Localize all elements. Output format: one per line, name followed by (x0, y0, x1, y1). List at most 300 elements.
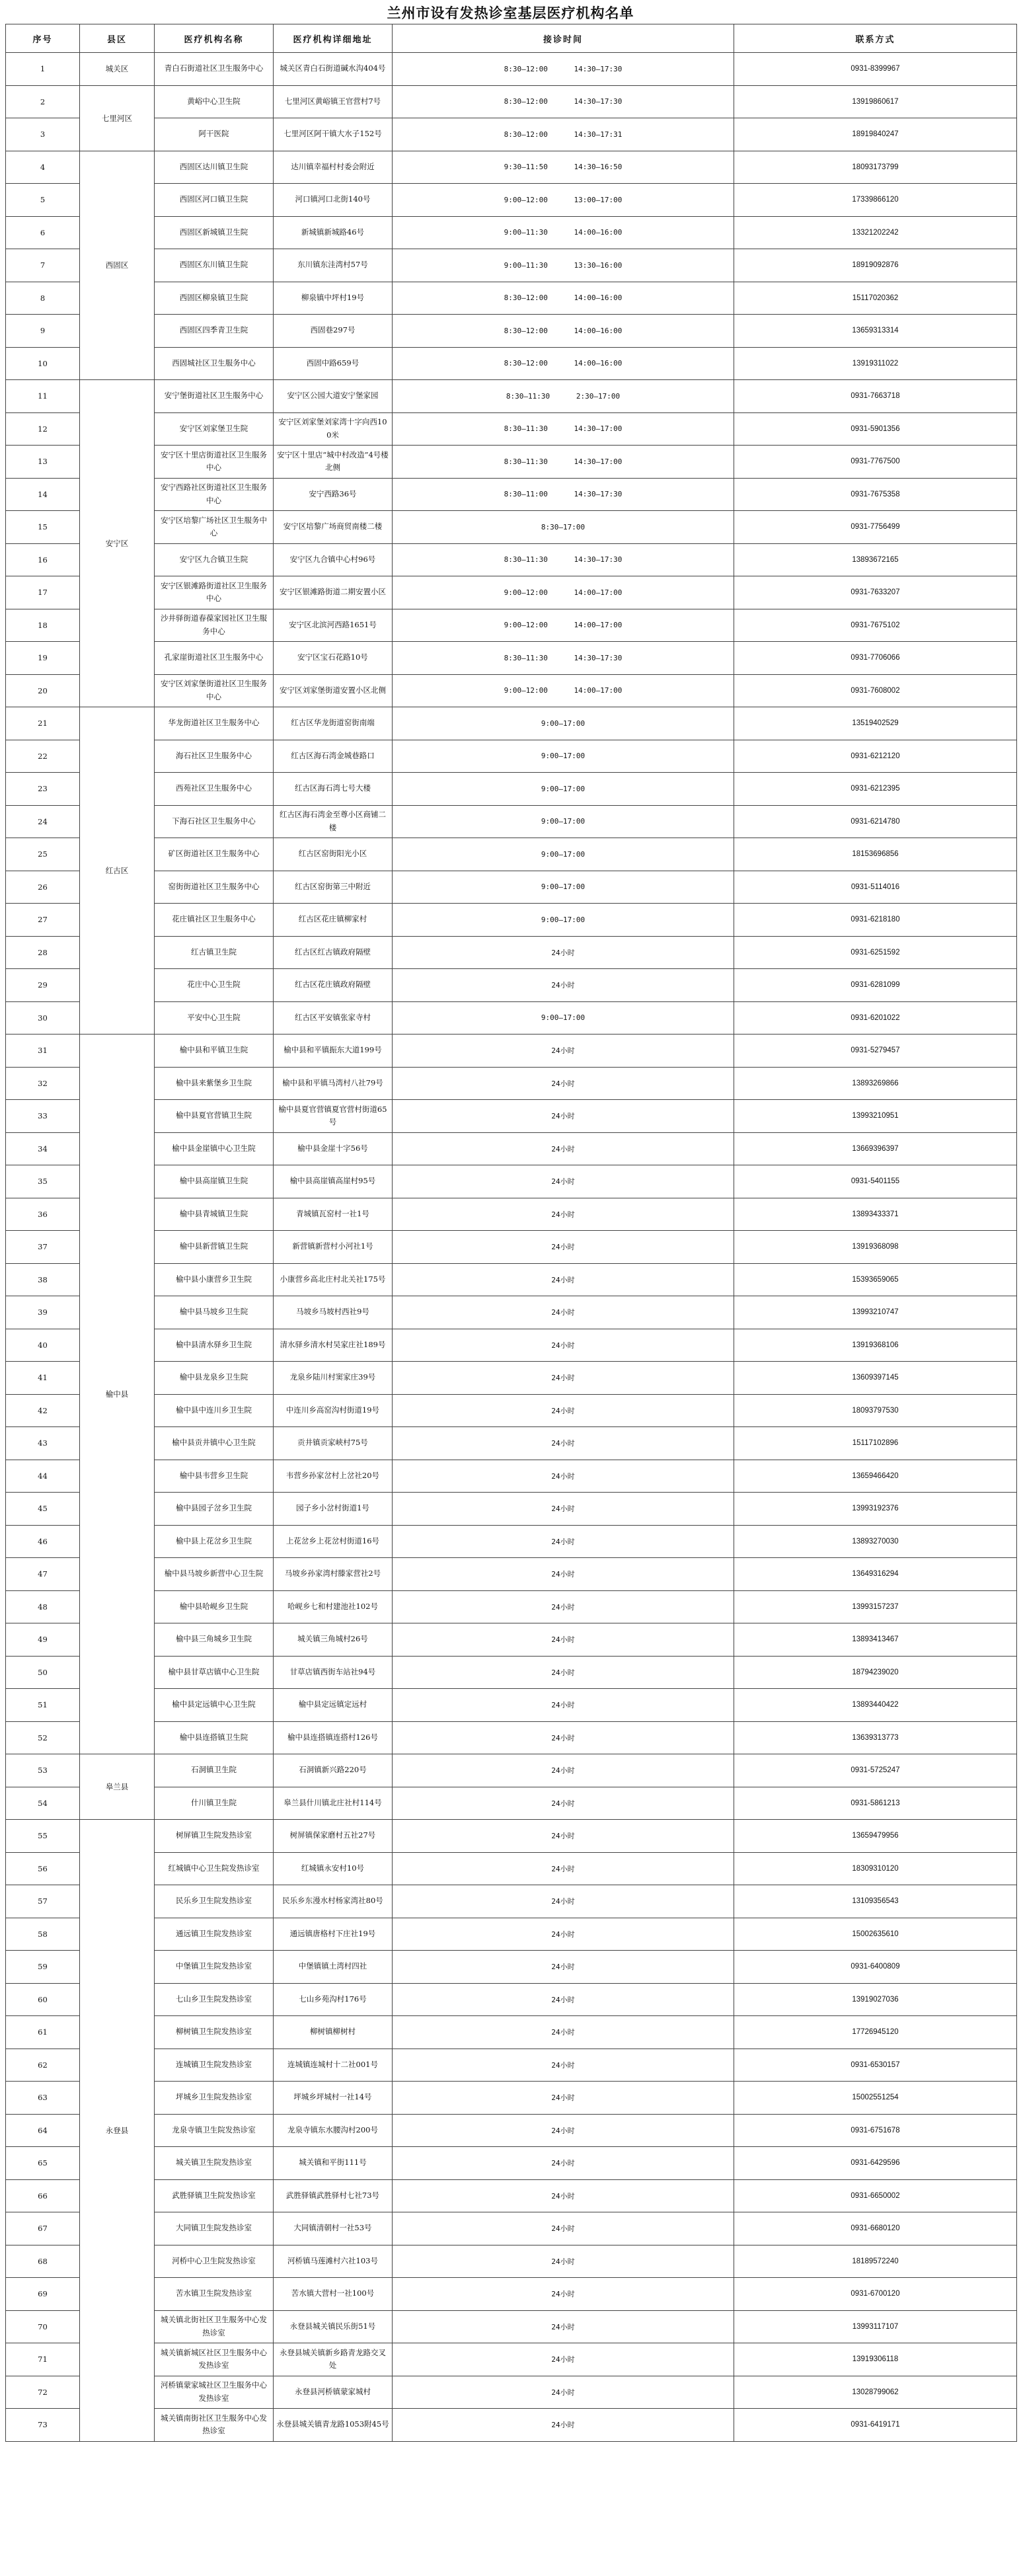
contact-phone: 0931-7608002 (734, 674, 1017, 707)
consultation-hours: 24小时 (393, 2310, 734, 2343)
institution-name: 西固区新城镇卫生院 (155, 216, 274, 249)
contact-phone: 13919027036 (734, 1983, 1017, 2016)
contact-phone: 13659313314 (734, 315, 1017, 348)
institution-address: 安宁区公园大道安宁堡家园 (274, 380, 393, 413)
row-number: 13 (6, 446, 80, 479)
consultation-hours: 9:00—17:00 (393, 1001, 734, 1034)
table-row (6, 478, 1017, 511)
table-row (6, 773, 1017, 806)
table-row (6, 1100, 1017, 1133)
table-row (6, 609, 1017, 642)
institution-address: 皋兰县什川镇北庄社村114号 (274, 1787, 393, 1820)
institution-address: 红城镇永安村10号 (274, 1852, 393, 1885)
table-row (6, 805, 1017, 838)
institution-name: 安宁区刘家堡街道社区卫生服务中心 (155, 674, 274, 707)
row-number: 64 (6, 2114, 80, 2147)
consultation-hours: 9:00—17:00 (393, 805, 734, 838)
institution-name: 什川镇卫生院 (155, 1787, 274, 1820)
contact-phone: 13659479956 (734, 1820, 1017, 1853)
table-row (6, 1558, 1017, 1591)
institution-address: 榆中县连搭镇连搭村126号 (274, 1721, 393, 1754)
contact-phone: 13993192376 (734, 1493, 1017, 1526)
consultation-hours: 8:30—12:00 14:30—17:31 (393, 118, 734, 151)
table-row (6, 1329, 1017, 1362)
table-row (6, 2245, 1017, 2278)
institution-address: 通远镇唐格村下庄社19号 (274, 1918, 393, 1951)
institution-name: 大同镇卫生院发热诊室 (155, 2212, 274, 2245)
consultation-hours: 8:30—17:00 (393, 511, 734, 544)
institution-address: 大同镇清朝村一社53号 (274, 2212, 393, 2245)
row-number: 31 (6, 1034, 80, 1068)
consultation-hours: 24小时 (393, 2245, 734, 2278)
table-row (6, 1493, 1017, 1526)
table-row (6, 707, 1017, 740)
consultation-hours: 24小时 (393, 2114, 734, 2147)
institution-name: 通远镇卫生院发热诊室 (155, 1918, 274, 1951)
table-row (6, 282, 1017, 315)
institution-name: 树屏镇卫生院发热诊室 (155, 1820, 274, 1853)
header-address: 医疗机构详细地址 (274, 24, 393, 53)
table-row (6, 969, 1017, 1002)
row-number: 72 (6, 2376, 80, 2409)
contact-phone: 18309310120 (734, 1852, 1017, 1885)
institution-address: 安宁西路36号 (274, 478, 393, 511)
institution-name: 黄峪中心卫生院 (155, 85, 274, 118)
consultation-hours: 9:00—17:00 (393, 773, 734, 806)
table-row (6, 1787, 1017, 1820)
row-number: 45 (6, 1493, 80, 1526)
table-row (6, 511, 1017, 544)
row-number: 1 (6, 53, 80, 86)
header-contact: 联系方式 (734, 24, 1017, 53)
consultation-hours: 24小时 (393, 1329, 734, 1362)
institution-address: 榆中县夏官营镇夏官营村街道65号 (274, 1100, 393, 1133)
table-row (6, 642, 1017, 675)
institution-address: 安宁区九合镇中心村96号 (274, 543, 393, 576)
table-row (6, 151, 1017, 184)
row-number: 58 (6, 1918, 80, 1951)
row-number: 28 (6, 936, 80, 969)
table-row (6, 543, 1017, 576)
contact-phone: 13639313773 (734, 1721, 1017, 1754)
consultation-hours: 9:30—11:50 14:30—16:50 (393, 151, 734, 184)
contact-phone: 0931-6680120 (734, 2212, 1017, 2245)
contact-phone: 0931-7756499 (734, 511, 1017, 544)
institution-address: 红古区海石湾金城巷路口 (274, 740, 393, 773)
institution-name: 河桥中心卫生院发热诊室 (155, 2245, 274, 2278)
institution-address: 红古区窑街阳光小区 (274, 838, 393, 871)
row-number: 15 (6, 511, 80, 544)
table-row (6, 576, 1017, 609)
institution-name: 安宁堡街道社区卫生服务中心 (155, 380, 274, 413)
institution-name: 榆中县夏官营镇卫生院 (155, 1100, 274, 1133)
institution-name: 石洞镇卫生院 (155, 1754, 274, 1787)
institution-address: 龙泉乡陆川村窦家庄39号 (274, 1362, 393, 1395)
contact-phone: 0931-6214780 (734, 805, 1017, 838)
institution-name: 西固区达川镇卫生院 (155, 151, 274, 184)
row-number: 6 (6, 216, 80, 249)
contact-phone: 0931-5279457 (734, 1034, 1017, 1068)
institution-address: 安宁区刘家堡刘家湾十字向西100米 (274, 412, 393, 446)
table-row (6, 1689, 1017, 1722)
row-number: 11 (6, 380, 80, 413)
consultation-hours: 24小时 (393, 2278, 734, 2311)
table-row (6, 1820, 1017, 1853)
institution-address: 中连川乡高窑沟村街道19号 (274, 1394, 393, 1427)
institution-name: 河桥镇蒙家城社区卫生服务中心发热诊室 (155, 2376, 274, 2409)
consultation-hours: 24小时 (393, 1231, 734, 1264)
institution-address: 永登县城关镇青龙路1053附45号 (274, 2409, 393, 2442)
institution-name: 民乐乡卫生院发热诊室 (155, 1885, 274, 1918)
row-number: 32 (6, 1067, 80, 1100)
consultation-hours: 24小时 (393, 1820, 734, 1853)
contact-phone: 13919368106 (734, 1329, 1017, 1362)
institution-address: 红古区海石湾七号大楼 (274, 773, 393, 806)
institution-name: 安宁区刘家堡卫生院 (155, 412, 274, 446)
consultation-hours: 24小时 (393, 2082, 734, 2115)
contact-phone: 0931-6201022 (734, 1001, 1017, 1034)
institution-address: 红古区窑街第三中附近 (274, 871, 393, 904)
document-title: 兰州市设有发热诊室基层医疗机构名单 (387, 5, 634, 21)
institution-address: 榆中县定远镇定远村 (274, 1689, 393, 1722)
consultation-hours: 24小时 (393, 1558, 734, 1591)
row-number: 17 (6, 576, 80, 609)
contact-phone: 0931-6429596 (734, 2147, 1017, 2180)
institution-address: 东川镇东洼湾村57号 (274, 249, 393, 282)
institution-name: 龙泉寺镇卫生院发热诊室 (155, 2114, 274, 2147)
consultation-hours: 24小时 (393, 1034, 734, 1068)
institution-address: 韦营乡孙家岔村上岔社20号 (274, 1460, 393, 1493)
consultation-hours: 24小时 (393, 2212, 734, 2245)
row-number: 71 (6, 2343, 80, 2376)
table-header-row (6, 24, 1017, 53)
row-number: 51 (6, 1689, 80, 1722)
consultation-hours: 24小时 (393, 969, 734, 1002)
institution-name: 下海石社区卫生服务中心 (155, 805, 274, 838)
contact-phone: 0931-5901356 (734, 412, 1017, 446)
institution-address: 新城镇新城路46号 (274, 216, 393, 249)
row-number: 59 (6, 1951, 80, 1984)
table-row (6, 1590, 1017, 1623)
institution-address: 七里河区阿干镇大水子152号 (274, 118, 393, 151)
institution-name: 榆中县高崖镇卫生院 (155, 1165, 274, 1198)
row-number: 69 (6, 2278, 80, 2311)
table-row (6, 2376, 1017, 2409)
consultation-hours: 8:30—11:30 14:30—17:00 (393, 446, 734, 479)
institution-name: 榆中县三角城乡卫生院 (155, 1623, 274, 1657)
institution-name: 红古镇卫生院 (155, 936, 274, 969)
row-number: 50 (6, 1656, 80, 1689)
contact-phone: 13893433371 (734, 1198, 1017, 1231)
row-number: 16 (6, 543, 80, 576)
consultation-hours: 8:30—12:00 14:30—17:30 (393, 53, 734, 86)
district-cell: 七里河区 (80, 85, 155, 151)
table-row (6, 1165, 1017, 1198)
row-number: 73 (6, 2409, 80, 2442)
contact-phone: 15002635610 (734, 1918, 1017, 1951)
consultation-hours: 8:30—12:00 14:30—17:30 (393, 85, 734, 118)
institution-name: 榆中县园子岔乡卫生院 (155, 1493, 274, 1526)
consultation-hours: 9:00—17:00 (393, 838, 734, 871)
institution-address: 红古区平安镇张家寺村 (274, 1001, 393, 1034)
institution-address: 连城镇连城村十二社001号 (274, 2049, 393, 2082)
institution-address: 园子乡小岔村街道1号 (274, 1493, 393, 1526)
table-row (6, 838, 1017, 871)
row-number: 22 (6, 740, 80, 773)
row-number: 70 (6, 2310, 80, 2343)
table-row (6, 249, 1017, 282)
table-row (6, 871, 1017, 904)
table-row (6, 1460, 1017, 1493)
institution-name: 榆中县连搭镇卫生院 (155, 1721, 274, 1754)
table-row (6, 53, 1017, 86)
table-row (6, 2049, 1017, 2082)
row-number: 34 (6, 1132, 80, 1165)
consultation-hours: 8:30—12:00 14:00—16:00 (393, 347, 734, 380)
institution-address: 龙泉寺镇东水腰沟村200号 (274, 2114, 393, 2147)
table-body (6, 53, 1017, 2442)
consultation-hours: 24小时 (393, 1754, 734, 1787)
institution-address: 安宁区刘家堡街道安置小区北侧 (274, 674, 393, 707)
row-number: 40 (6, 1329, 80, 1362)
row-number: 20 (6, 674, 80, 707)
table-row (6, 740, 1017, 773)
contact-phone: 0931-7767500 (734, 446, 1017, 479)
institution-name: 榆中县清水驿乡卫生院 (155, 1329, 274, 1362)
table-row (6, 2016, 1017, 2049)
institution-name: 榆中县中连川乡卫生院 (155, 1394, 274, 1427)
contact-phone: 0931-6530157 (734, 2049, 1017, 2082)
header-seq: 序号 (6, 24, 80, 53)
row-number: 8 (6, 282, 80, 315)
row-number: 57 (6, 1885, 80, 1918)
institution-name: 西固城社区卫生服务中心 (155, 347, 274, 380)
institution-address: 上花岔乡上花岔村街道16号 (274, 1525, 393, 1558)
table-row (6, 1918, 1017, 1951)
contact-phone: 0931-8399967 (734, 53, 1017, 86)
consultation-hours: 24小时 (393, 2179, 734, 2212)
row-number: 61 (6, 2016, 80, 2049)
table-row (6, 1362, 1017, 1395)
institution-address: 民乐乡东漫水村杨家湾社80号 (274, 1885, 393, 1918)
institution-address: 马坡乡马坡村西社9号 (274, 1296, 393, 1329)
consultation-hours: 24小时 (393, 1951, 734, 1984)
row-number: 44 (6, 1460, 80, 1493)
institution-address: 河桥镇马莲滩村六社103号 (274, 2245, 393, 2278)
table-row (6, 2147, 1017, 2180)
header-institution: 医疗机构名称 (155, 24, 274, 53)
contact-phone: 0931-5725247 (734, 1754, 1017, 1787)
institution-name: 武胜驿镇卫生院发热诊室 (155, 2179, 274, 2212)
consultation-hours: 8:30—12:00 14:00—16:00 (393, 315, 734, 348)
table-row (6, 2278, 1017, 2311)
contact-phone: 13893672165 (734, 543, 1017, 576)
institution-name: 榆中县哈岘乡卫生院 (155, 1590, 274, 1623)
row-number: 65 (6, 2147, 80, 2180)
row-number: 25 (6, 838, 80, 871)
table-row (6, 1198, 1017, 1231)
table-row (6, 1394, 1017, 1427)
institution-name: 榆中县和平镇卫生院 (155, 1034, 274, 1068)
row-number: 53 (6, 1754, 80, 1787)
institution-address: 石洞镇新兴路220号 (274, 1754, 393, 1787)
consultation-hours: 24小时 (393, 2016, 734, 2049)
district-cell: 皋兰县 (80, 1754, 155, 1820)
institution-name: 榆中县新营镇卫生院 (155, 1231, 274, 1264)
table-row (6, 412, 1017, 446)
institution-address: 红古区海石湾金至尊小区商铺二楼 (274, 805, 393, 838)
institution-address: 永登县河桥镇蒙家城村 (274, 2376, 393, 2409)
institution-address: 红古区花庄镇政府隔壁 (274, 969, 393, 1002)
institution-name: 柳树镇卫生院发热诊室 (155, 2016, 274, 2049)
table-row (6, 1067, 1017, 1100)
institution-address: 小康营乡高北庄村北关社175号 (274, 1263, 393, 1296)
row-number: 49 (6, 1623, 80, 1657)
row-number: 18 (6, 609, 80, 642)
institution-address: 青城镇瓦窑村一社1号 (274, 1198, 393, 1231)
contact-phone: 17726945120 (734, 2016, 1017, 2049)
institution-name: 城关镇北街社区卫生服务中心发热诊室 (155, 2310, 274, 2343)
consultation-hours: 9:00—17:00 (393, 740, 734, 773)
row-number: 41 (6, 1362, 80, 1395)
institution-name: 矿区街道社区卫生服务中心 (155, 838, 274, 871)
clinic-list-table (5, 24, 1017, 2442)
contact-phone: 0931-7633207 (734, 576, 1017, 609)
consultation-hours: 24小时 (393, 1885, 734, 1918)
consultation-hours: 24小时 (393, 1460, 734, 1493)
institution-address: 中堡镇镇土湾村四社 (274, 1951, 393, 1984)
table-row (6, 380, 1017, 413)
consultation-hours: 8:30—11:30 2:30—17:00 (393, 380, 734, 413)
institution-address: 坪城乡坪城村一社14号 (274, 2082, 393, 2115)
institution-address: 榆中县和平镇振东大道199号 (274, 1034, 393, 1068)
row-number: 5 (6, 184, 80, 217)
consultation-hours: 9:00—12:00 13:00—17:00 (393, 184, 734, 217)
institution-name: 安宁区培黎广场社区卫生服务中心 (155, 511, 274, 544)
contact-phone: 13893440422 (734, 1689, 1017, 1722)
row-number: 3 (6, 118, 80, 151)
institution-address: 达川镇幸福村村委会附近 (274, 151, 393, 184)
table-row (6, 1263, 1017, 1296)
contact-phone: 13919306118 (734, 2343, 1017, 2376)
district-cell: 红古区 (80, 707, 155, 1034)
contact-phone: 0931-6212120 (734, 740, 1017, 773)
contact-phone: 15117102896 (734, 1427, 1017, 1460)
table-row (6, 1001, 1017, 1034)
institution-address: 永登县城关镇民乐街51号 (274, 2310, 393, 2343)
contact-phone: 18189572240 (734, 2245, 1017, 2278)
contact-phone: 13893270030 (734, 1525, 1017, 1558)
row-number: 42 (6, 1394, 80, 1427)
institution-address: 七里河区黄峪镇王官营村7号 (274, 85, 393, 118)
contact-phone: 13919860617 (734, 85, 1017, 118)
institution-name: 榆中县青城镇卫生院 (155, 1198, 274, 1231)
consultation-hours: 24小时 (393, 1198, 734, 1231)
contact-phone: 18919840247 (734, 118, 1017, 151)
institution-name: 西固区东川镇卫生院 (155, 249, 274, 282)
table-row (6, 1034, 1017, 1068)
consultation-hours: 9:00—17:00 (393, 707, 734, 740)
institution-name: 榆中县马坡乡卫生院 (155, 1296, 274, 1329)
institution-name: 红城镇中心卫生院发热诊室 (155, 1852, 274, 1885)
institution-name: 中堡镇卫生院发热诊室 (155, 1951, 274, 1984)
institution-name: 七山乡卫生院发热诊室 (155, 1983, 274, 2016)
contact-phone: 0931-5114016 (734, 871, 1017, 904)
row-number: 52 (6, 1721, 80, 1754)
district-cell: 西固区 (80, 151, 155, 380)
consultation-hours: 8:30—11:30 14:30—17:30 (393, 642, 734, 675)
table-row (6, 2179, 1017, 2212)
consultation-hours: 24小时 (393, 1852, 734, 1885)
institution-address: 城关区青白石街道碱水沟404号 (274, 53, 393, 86)
contact-phone: 15002551254 (734, 2082, 1017, 2115)
consultation-hours: 24小时 (393, 1132, 734, 1165)
institution-address: 七山乡苑沟村176号 (274, 1983, 393, 2016)
institution-name: 沙井驿街道春葆家园社区卫生服务中心 (155, 609, 274, 642)
row-number: 67 (6, 2212, 80, 2245)
consultation-hours: 24小时 (393, 2376, 734, 2409)
table-row (6, 904, 1017, 937)
consultation-hours: 24小时 (393, 1623, 734, 1657)
institution-address: 西固巷297号 (274, 315, 393, 348)
institution-name: 城关镇卫生院发热诊室 (155, 2147, 274, 2180)
institution-name: 安宁区银滩路街道社区卫生服务中心 (155, 576, 274, 609)
institution-name: 榆中县贡井镇中心卫生院 (155, 1427, 274, 1460)
consultation-hours: 8:30—11:30 14:30—17:30 (393, 543, 734, 576)
contact-phone: 0931-6419171 (734, 2409, 1017, 2442)
row-number: 24 (6, 805, 80, 838)
institution-name: 坪城乡卫生院发热诊室 (155, 2082, 274, 2115)
consultation-hours: 24小时 (393, 1362, 734, 1395)
institution-address: 榆中县和平镇马湾村八社79号 (274, 1067, 393, 1100)
row-number: 43 (6, 1427, 80, 1460)
consultation-hours: 9:00—11:30 14:00—16:00 (393, 216, 734, 249)
contact-phone: 0931-6218180 (734, 904, 1017, 937)
row-number: 27 (6, 904, 80, 937)
consultation-hours: 24小时 (393, 2343, 734, 2376)
table-row (6, 1721, 1017, 1754)
contact-phone: 0931-6281099 (734, 969, 1017, 1002)
institution-name: 青白石街道社区卫生服务中心 (155, 53, 274, 86)
consultation-hours: 24小时 (393, 1656, 734, 1689)
contact-phone: 13109356543 (734, 1885, 1017, 1918)
row-number: 21 (6, 707, 80, 740)
contact-phone: 13028799062 (734, 2376, 1017, 2409)
institution-name: 窑街街道社区卫生服务中心 (155, 871, 274, 904)
contact-phone: 18794239020 (734, 1656, 1017, 1689)
institution-name: 西苑社区卫生服务中心 (155, 773, 274, 806)
institution-address: 永登县城关镇新乡路青龙路交叉处 (274, 2343, 393, 2376)
institution-name: 榆中县金崖镇中心卫生院 (155, 1132, 274, 1165)
institution-name: 西固区四季青卫生院 (155, 315, 274, 348)
row-number: 10 (6, 347, 80, 380)
contact-phone: 18093797530 (734, 1394, 1017, 1427)
table-row (6, 2310, 1017, 2343)
consultation-hours: 24小时 (393, 1983, 734, 2016)
row-number: 38 (6, 1263, 80, 1296)
district-cell: 榆中县 (80, 1034, 155, 1754)
table-row (6, 85, 1017, 118)
contact-phone: 13893413467 (734, 1623, 1017, 1657)
institution-name: 孔家崖街道社区卫生服务中心 (155, 642, 274, 675)
institution-name: 阿干医院 (155, 118, 274, 151)
row-number: 14 (6, 478, 80, 511)
contact-phone: 13993210747 (734, 1296, 1017, 1329)
institution-address: 河口镇河口北街140号 (274, 184, 393, 217)
table-row (6, 1852, 1017, 1885)
institution-name: 榆中县上花岔乡卫生院 (155, 1525, 274, 1558)
institution-name: 连城镇卫生院发热诊室 (155, 2049, 274, 2082)
